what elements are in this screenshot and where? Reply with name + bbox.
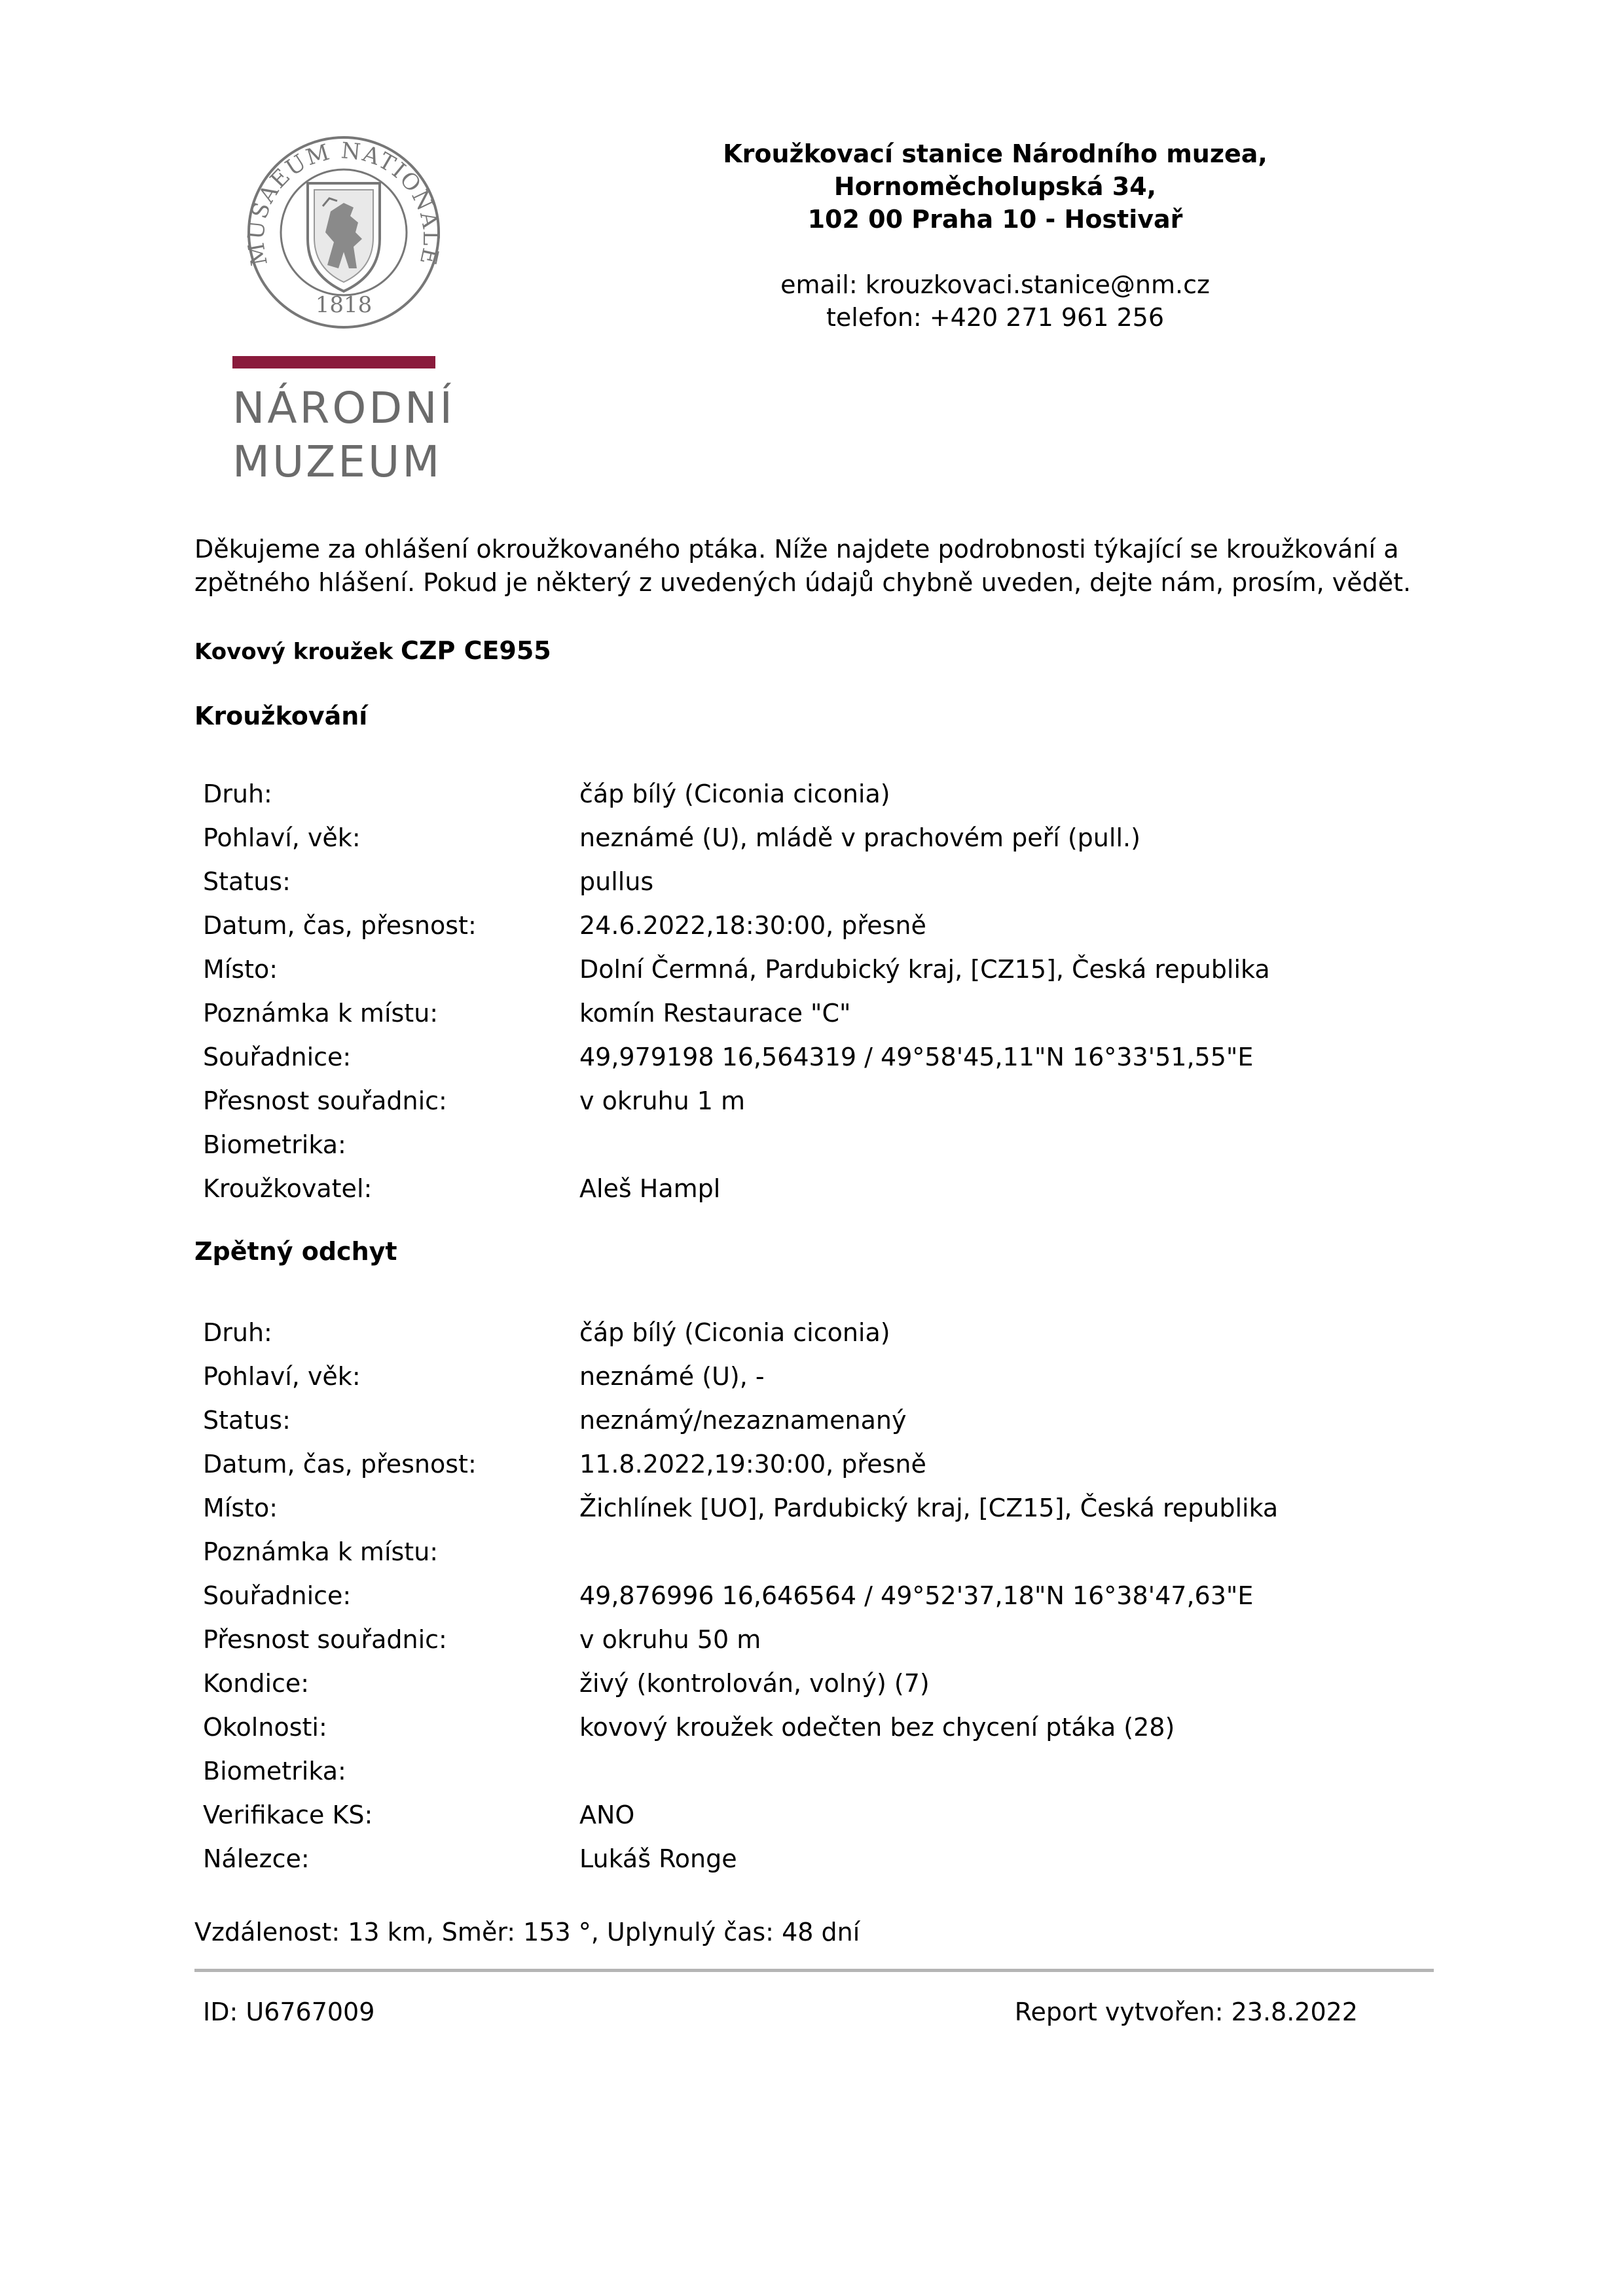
- address-line-3: 102 00 Praha 10 - Hostivař: [807, 205, 1183, 234]
- detail-value: komín Restaurace "C": [579, 999, 851, 1028]
- recovery-section-title: Zpětný odchyt: [194, 1237, 397, 1266]
- footer-divider: [194, 1969, 1434, 1972]
- distance-summary: Vzdálenost: 13 km, Směr: 153 °, Uplynulý čas: 48 dní: [194, 1918, 860, 1946]
- detail-label: Místo:: [203, 955, 278, 984]
- detail-label: Status:: [203, 1406, 291, 1435]
- detail-label: Souřadnice:: [203, 1043, 352, 1071]
- detail-label: Pohlaví, věk:: [203, 1362, 361, 1391]
- detail-row: [203, 1706, 1447, 1749]
- detail-value: [579, 1123, 1447, 1167]
- detail-value: pullus: [579, 867, 654, 896]
- intro-paragraph: Děkujeme za ohlášení okroužkovaného ptáka. Níže najdete podrobnosti týkající se kroužkování a zpětného hlášení. Pokud je některý z uvedených údajů chybně uveden, dejte nám, prosím, vědět.: [194, 535, 1412, 597]
- detail-row: [203, 1079, 1447, 1123]
- detail-value: neznámý/nezaznamenaný: [579, 1406, 907, 1435]
- detail-row: [203, 1443, 1447, 1486]
- museum-seal-icon: [246, 134, 442, 331]
- detail-row: [203, 992, 1447, 1035]
- ring-code: CZP CE955: [401, 636, 551, 665]
- logo-name-line1: NÁRODNÍ: [232, 383, 455, 433]
- detail-value: 11.8.2022,19:30:00, přesně: [579, 1450, 926, 1479]
- detail-row: [203, 1167, 1447, 1211]
- detail-value: Žichlínek [UO], Pardubický kraj, [CZ15], Česká republika: [579, 1494, 1279, 1522]
- detail-label: Místo:: [203, 1494, 278, 1522]
- detail-label: Okolnosti:: [203, 1713, 327, 1742]
- detail-row: [203, 1399, 1447, 1443]
- ring-heading: [194, 636, 551, 665]
- detail-label: Pohlaví, věk:: [203, 823, 361, 852]
- recovery-details-table: [203, 1311, 1447, 1881]
- detail-value: Aleš Hampl: [579, 1174, 721, 1203]
- detail-value: čáp bílý (Ciconia ciconia): [579, 1318, 890, 1347]
- detail-row: [203, 860, 1447, 904]
- detail-value: Lukáš Ronge: [579, 1844, 737, 1873]
- detail-value: ANO: [579, 1801, 635, 1829]
- detail-value: [579, 1749, 1447, 1793]
- address-line-2: Hornoměcholupská 34,: [833, 172, 1157, 201]
- logo-name-line2: MUZEUM: [232, 437, 443, 487]
- detail-label: Verifikace KS:: [203, 1801, 373, 1829]
- detail-row: [203, 1530, 1447, 1574]
- detail-row: [203, 1793, 1447, 1837]
- svg-text:1818: 1818: [315, 292, 373, 318]
- svg-text:MUSAEUM NATIONALE: MUSAEUM NATIONALE: [246, 137, 442, 269]
- detail-label: Souřadnice:: [203, 1581, 352, 1610]
- detail-value: Dolní Čermná, Pardubický kraj, [CZ15], Česká republika: [579, 955, 1270, 984]
- detail-value: v okruhu 50 m: [579, 1625, 761, 1654]
- contact-email: email: krouzkovaci.stanice@nm.cz: [780, 270, 1210, 299]
- detail-value: 49,979198 16,564319 / 49°58'45,11"N 16°33'51,55"E: [579, 1043, 1254, 1071]
- detail-value: v okruhu 1 m: [579, 1086, 746, 1115]
- detail-value: čáp bílý (Ciconia ciconia): [579, 780, 890, 808]
- ringing-details-table: [203, 772, 1447, 1211]
- detail-value: 49,876996 16,646564 / 49°52'37,18"N 16°38'47,63"E: [579, 1581, 1254, 1610]
- detail-label: Datum, čas, přesnost:: [203, 1450, 477, 1479]
- detail-label: Poznámka k místu:: [203, 999, 439, 1028]
- detail-row: [203, 1035, 1447, 1079]
- detail-label: Status:: [203, 867, 291, 896]
- detail-row: [203, 904, 1447, 948]
- detail-value: 24.6.2022,18:30:00, přesně: [579, 911, 926, 940]
- logo-wordmark: [232, 382, 455, 489]
- detail-row: [203, 1662, 1447, 1706]
- detail-row: [203, 1355, 1447, 1399]
- detail-row: [203, 1311, 1447, 1355]
- detail-value: neznámé (U), -: [579, 1362, 765, 1391]
- detail-label: Datum, čas, přesnost:: [203, 911, 477, 940]
- detail-value: [579, 1530, 1447, 1574]
- detail-row: [203, 772, 1447, 816]
- detail-row: [203, 816, 1447, 860]
- detail-label: Druh:: [203, 1318, 272, 1347]
- detail-label: Přesnost souřadnic:: [203, 1086, 447, 1115]
- address-line-1: Kroužkovací stanice Národního muzea,: [723, 139, 1267, 168]
- detail-row: [203, 1123, 1447, 1167]
- detail-label: Nálezce:: [203, 1844, 310, 1873]
- detail-label: Biometrika:: [203, 1757, 346, 1785]
- detail-row: [203, 1618, 1447, 1662]
- detail-value: živý (kontrolován, volný) (7): [579, 1669, 930, 1698]
- detail-label: Kroužkovatel:: [203, 1174, 373, 1203]
- detail-row: [203, 1486, 1447, 1530]
- ring-label: Kovový kroužek: [194, 639, 393, 665]
- detail-label: Přesnost souřadnic:: [203, 1625, 447, 1654]
- brand-bar: [232, 356, 435, 368]
- detail-row: [203, 1749, 1447, 1793]
- contact-phone: telefon: +420 271 961 256: [826, 303, 1164, 332]
- report-id: ID: U6767009: [203, 1998, 375, 2026]
- detail-label: Poznámka k místu:: [203, 1537, 439, 1566]
- detail-label: Druh:: [203, 780, 272, 808]
- detail-value: kovový kroužek odečten bez chycení ptáka (28): [579, 1713, 1175, 1742]
- detail-label: Kondice:: [203, 1669, 310, 1698]
- station-address: [668, 137, 1322, 334]
- report-created-date: Report vytvořen: 23.8.2022: [1014, 1998, 1358, 2026]
- detail-row: [203, 948, 1447, 992]
- detail-row: [203, 1574, 1447, 1618]
- detail-label: Biometrika:: [203, 1130, 346, 1159]
- ringing-section-title: Kroužkování: [194, 702, 368, 730]
- national-museum-logo: [232, 134, 455, 487]
- detail-value: neznámé (U), mládě v prachovém peří (pull.): [579, 823, 1140, 852]
- detail-row: [203, 1837, 1447, 1881]
